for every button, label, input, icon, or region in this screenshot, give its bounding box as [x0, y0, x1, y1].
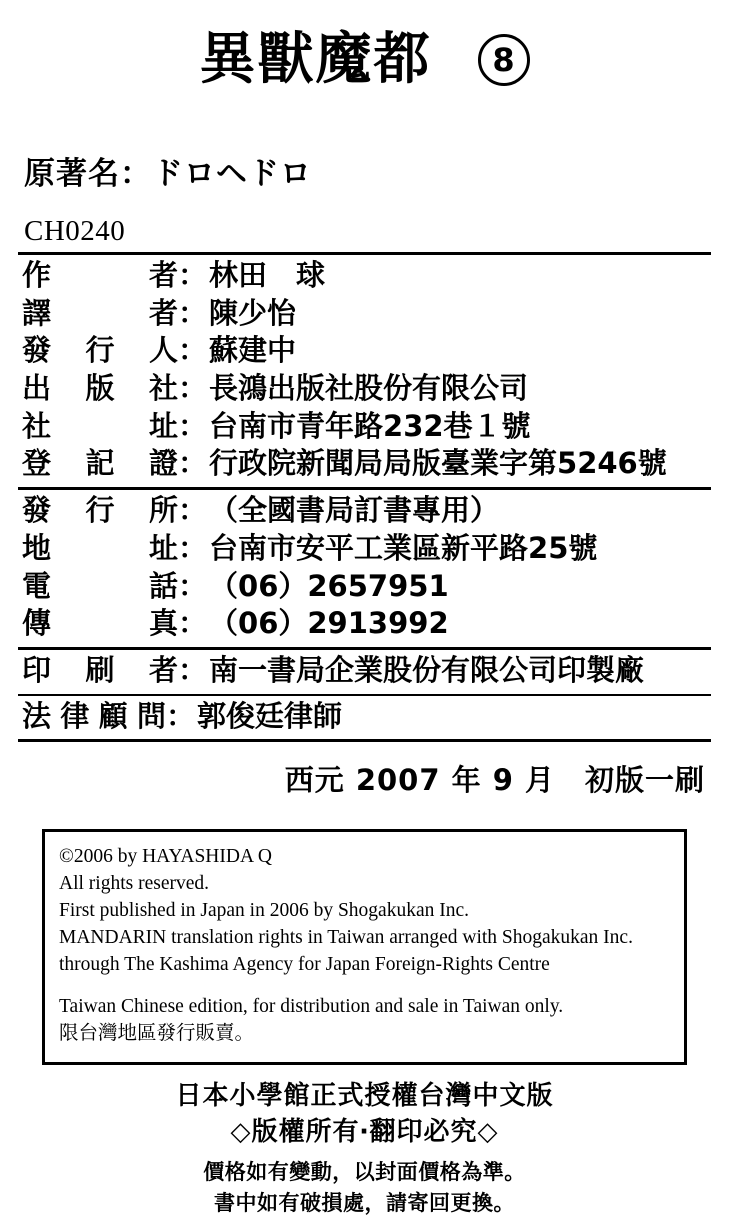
- table-row: [18, 257, 711, 295]
- row-colon: ：: [178, 295, 208, 330]
- row-label: 社 址: [22, 408, 178, 443]
- row-label: 發 行 人: [22, 333, 178, 368]
- divider-4: [18, 694, 711, 696]
- table-row: [18, 568, 711, 606]
- footer: [18, 1079, 711, 1218]
- table-row: [18, 530, 711, 568]
- row-label: 印 刷 者: [22, 652, 178, 687]
- row-value: 林田 球: [209, 258, 326, 292]
- row-value: （全國書局訂書專用）: [209, 493, 500, 528]
- copyright-line-6: Taiwan Chinese edition, for distribution and sale in Taiwan only.: [59, 995, 564, 1017]
- row-colon: ：: [166, 698, 196, 733]
- row-label: 法律顧問: [22, 698, 166, 733]
- copyright-line-3: First published in Japan in 2006 by Shogakukan Inc.: [59, 900, 470, 922]
- colophon-group-3: [18, 652, 711, 690]
- table-row: [18, 698, 711, 736]
- table-row: [18, 445, 711, 483]
- row-value: 台南市青年路232巷１號: [209, 408, 531, 443]
- row-colon: ：: [178, 530, 208, 565]
- copyright-line-5: through The Kashima Agency for Japan Foreign-Rights Centre: [59, 953, 550, 975]
- row-label: 傳 真: [22, 606, 178, 641]
- row-label: 登 記 證: [22, 446, 178, 481]
- table-row: [18, 652, 711, 690]
- title-row: [18, 0, 711, 106]
- row-colon: ：: [178, 493, 208, 528]
- row-colon: ：: [178, 568, 208, 603]
- row-value: 長鴻出版社股份有限公司: [209, 371, 529, 406]
- row-label: 譯 者: [22, 295, 178, 330]
- row-label: 電 話: [22, 568, 178, 603]
- divider-1: [18, 252, 711, 255]
- row-colon: ：: [178, 333, 208, 368]
- table-row: [18, 492, 711, 530]
- copyright-line-1: ©2006 by HAYASHIDA Q: [59, 846, 272, 868]
- copyright-spacer: [59, 979, 670, 994]
- row-label: 作 者: [22, 258, 178, 292]
- volume-badge: 8: [478, 34, 530, 86]
- original-title-label: 原著名：: [24, 156, 152, 192]
- row-value: 蘇建中: [209, 333, 297, 368]
- page-title: 異獸魔都: [199, 27, 432, 92]
- footer-damage-note: 書中如有破損處，請寄回更換。: [214, 1190, 515, 1215]
- row-value: （06）2657951: [209, 568, 449, 603]
- row-colon: ：: [178, 606, 208, 641]
- table-row: [18, 408, 711, 446]
- copyright-line-7: 限台灣地區發行販賣。: [59, 1022, 255, 1044]
- row-colon: ：: [178, 408, 208, 443]
- row-value: （06）2913992: [209, 606, 449, 641]
- table-row: [18, 295, 711, 333]
- publication-date: 西元 2007 年 9 月 初版一刷: [284, 763, 705, 798]
- colophon-group-2: [18, 492, 711, 643]
- row-value: 台南市安平工業區新平路25號: [209, 530, 598, 565]
- row-colon: ：: [178, 446, 208, 481]
- original-title-value: ドロヘドロ: [152, 156, 312, 192]
- table-row: [18, 605, 711, 643]
- footer-rights-line: ◇版權所有‧翻印必究◇: [230, 1116, 499, 1147]
- row-colon: ：: [178, 652, 208, 687]
- row-label: 發 行 所: [22, 493, 178, 528]
- colophon-group-1: [18, 257, 711, 483]
- row-colon: ：: [178, 258, 208, 292]
- row-value: 南一書局企業股份有限公司印製廠: [209, 652, 645, 687]
- copyright-line-2: All rights reserved.: [59, 873, 210, 895]
- footer-price-note: 價格如有變動，以封面價格為準。: [203, 1160, 526, 1185]
- row-label: 地 址: [22, 530, 178, 565]
- row-value: 郭俊廷律師: [197, 698, 343, 733]
- divider-2: [18, 487, 711, 490]
- colophon-group-4: [18, 698, 711, 736]
- table-row: [18, 370, 711, 408]
- original-title-row: [24, 148, 711, 193]
- divider-3: [18, 647, 711, 650]
- footer-license-line: 日本小學館正式授權台灣中文版: [175, 1080, 554, 1111]
- row-colon: ：: [178, 371, 208, 406]
- book-code: CH0240: [24, 215, 126, 247]
- row-value: 陳少怡: [209, 295, 297, 330]
- copyright-line-4: MANDARIN translation rights in Taiwan arranged with Shogakukan Inc.: [59, 926, 633, 948]
- copyright-box: [42, 829, 687, 1064]
- table-row: [18, 332, 711, 370]
- divider-5: [18, 739, 711, 742]
- row-label: 出 版 社: [22, 371, 178, 406]
- row-value: 行政院新聞局局版臺業字第5246號: [209, 446, 667, 481]
